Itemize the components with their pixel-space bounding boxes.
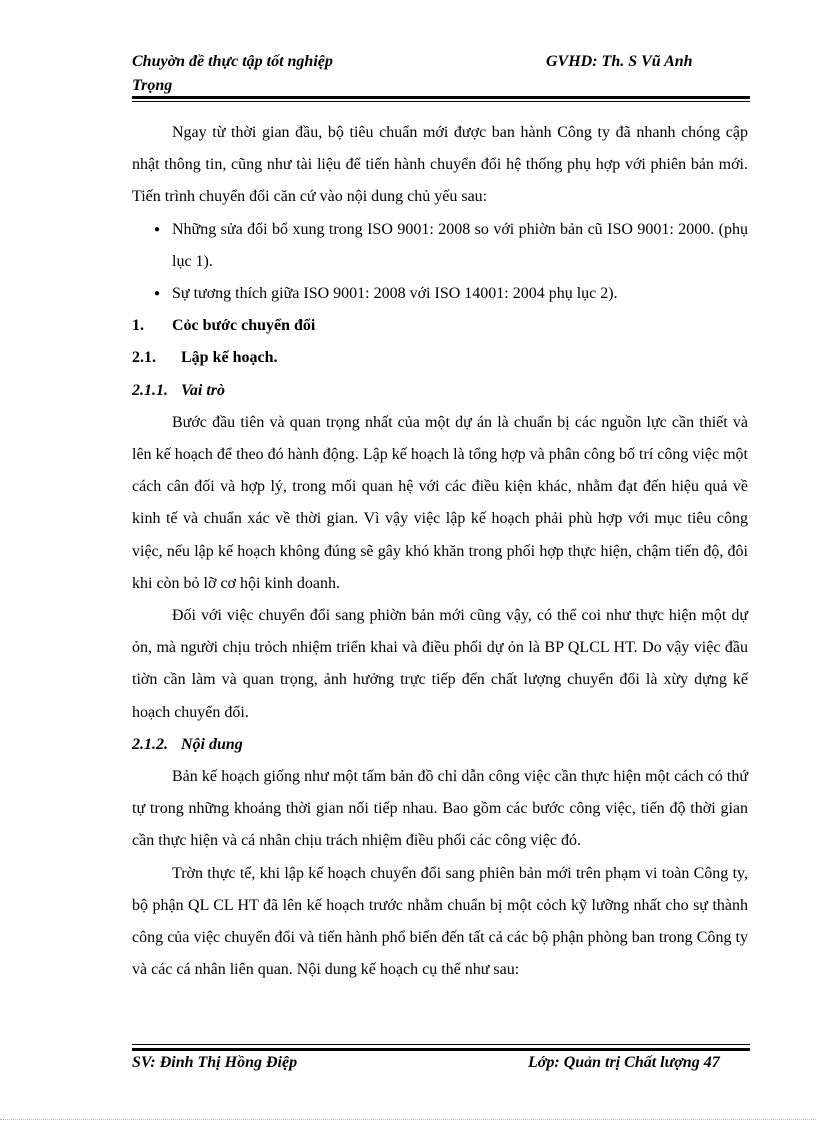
section-number: 2.1. (132, 349, 156, 367)
section-heading-2-1-1 (132, 375, 748, 407)
section-title: Vai trò (181, 381, 226, 399)
paragraph-role: Bước đầu tiên và quan trọng nhất của một dự án là chuẩn bị các nguồn lực cần thiết và lên kế hoạch để theo đó hành động. Lập kế hoạch là tổng hợp và phân công bố trí công việc một cách cân đối và hợp lý, trong mối quan hệ với các điều kiện khác, nhằm đạt đến hiệu quả về kinh tế và chuẩn xác về thời gian. Vì vậy việc lập kế hoạch phải phù hợp với mục tiêu công việc, nếu lập kế hoạch không đúng sẽ gây khó khăn trong phối hợp thực hiện, chậm tiến độ, đôi khi còn bỏ lỡ cơ hội kinh doanh. (132, 413, 748, 592)
footer-rule-thin (132, 1044, 750, 1045)
section-number: 2.1.2. (132, 735, 168, 753)
footer-class: Lớp: Quản trị Chất lượng 47 (528, 1054, 720, 1071)
header-rule-thin (132, 101, 750, 102)
header-title-line2: Trọng (132, 77, 173, 94)
bullet-text: Sự tương thích giữa ISO 9001: 2008 với ISO 14001: 2004 phụ lục 2). (172, 285, 618, 303)
header-rule-thick (132, 96, 750, 99)
bullet-icon: ● (154, 223, 161, 235)
section-heading-2-1-2 (132, 729, 748, 761)
paragraph-conversion: Đối với việc chuyển đổi sang phiờn bản mới cũng vậy, có thể coi như thực hiện một dự ỏn, mà người chịu trỏch nhiệm triển khai và điều phối dự ỏn là BP QLCL HT. Do vậy việc đầu tiờn cần làm và quan trọng, ảnh hưởng trực tiếp đến chất lượng chuyển đổi là xừy dựng kế hoạch chuyển đổi. (132, 607, 748, 721)
section-title: Nội dung (181, 735, 243, 753)
page-bottom-divider (0, 1119, 816, 1120)
section-heading-2-1 (132, 342, 748, 374)
paragraph-plan: Bản kế hoạch giống như một tấm bản đồ chỉ dẫn công việc cần thực hiện một cách có thứ tự trong những khoảng thời gian nối tiếp nhau. Bao gồm các bước công việc, tiến độ thời gian cần thực hiện và cá nhân chịu trách nhiệm điều phối các công việc đó. (132, 768, 748, 850)
document-body (132, 117, 748, 986)
section-title: Cỏc bước chuyển đổi (172, 317, 316, 335)
footer-student: SV: Đinh Thị Hồng Điệp (132, 1054, 298, 1071)
header-title-line1: Chuyờn đề thực tập tốt nghiệp (132, 53, 333, 70)
section-heading-1 (132, 310, 748, 342)
bullet-text: Những sửa đổi bổ xung trong ISO 9001: 2008 so với phiờn bản cũ ISO 9001: 2000. (phụ lục 1). (172, 220, 748, 270)
header-title (132, 50, 333, 98)
section-number: 2.1.1. (132, 381, 168, 399)
list-item (132, 278, 748, 310)
section-title: Lập kế hoạch. (181, 349, 278, 367)
intro-paragraph: Ngay từ thời gian đầu, bộ tiêu chuẩn mới được ban hành Công ty đã nhanh chóng cập nhật thông tin, cũng như tài liệu để tiến hành chuyển đổi hệ thống phụ hợp với phiên bản mới. Tiến trình chuyển đổi căn cứ vào nội dung chủ yếu sau: (132, 124, 748, 206)
paragraph-practice: Trờn thực tế, khi lập kế hoạch chuyển đổi sang phiên bản mới trên phạm vi toàn Công ty, bộ phận QL CL HT đã lên kế hoạch trước nhằm chuẩn bị một cỏch kỹ lưỡng nhất cho sự thành công của việc chuyển đổi và tiến hành phổ biến đến tất cả các bộ phận phòng ban trong Công ty và các cá nhân liên quan. Nội dung kế hoạch cụ thể như sau: (132, 864, 748, 979)
footer-rule-thick (132, 1048, 750, 1051)
header-supervisor: GVHD: Th. S Vũ Anh (546, 53, 693, 70)
section-number: 1. (132, 317, 144, 335)
list-item (132, 214, 748, 278)
bullet-icon: ● (154, 288, 161, 300)
